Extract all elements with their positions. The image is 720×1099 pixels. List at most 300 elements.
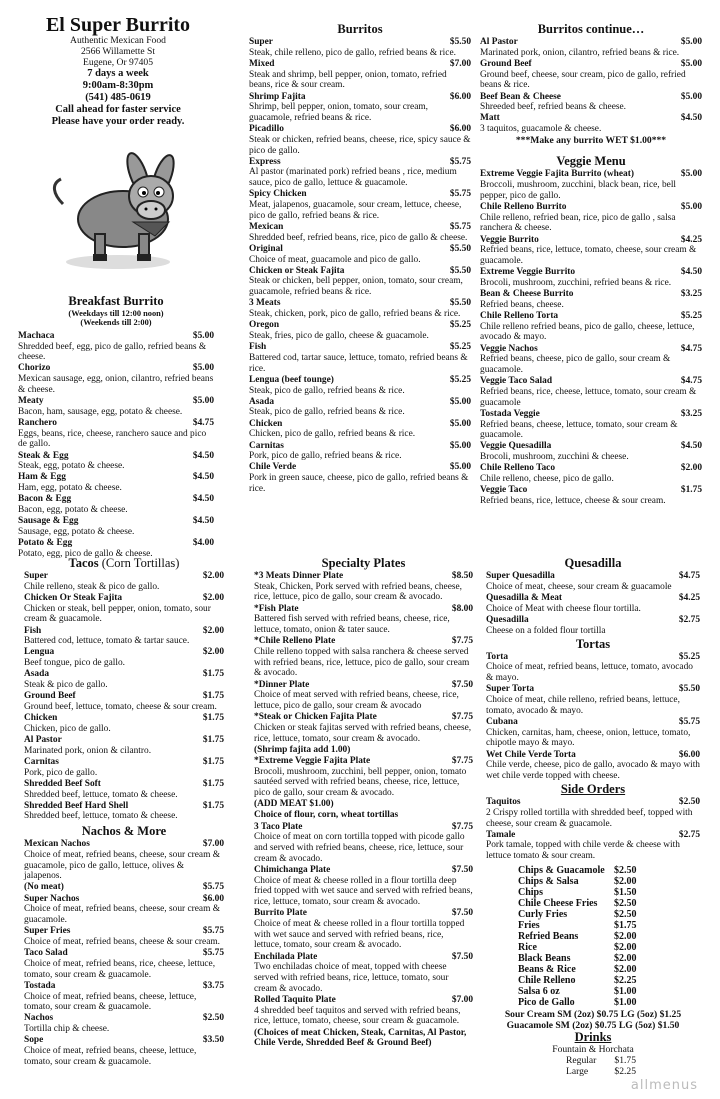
menu-item-header [480,202,702,213]
menu-item [480,235,702,267]
side-order-row [518,876,668,887]
item-description: Pork, pico de gallo. [24,767,98,778]
tacos-items [24,571,224,822]
item-price: $5.75 [449,189,471,200]
item-price: $4.75 [680,343,702,354]
menu-item-header [249,244,471,255]
side-order-row [518,964,668,975]
item-name: Choice of flour, corn, wheat tortillas [254,810,399,821]
menu-item [249,419,471,440]
side-order-row [518,942,668,953]
drinks-subtitle: Fountain & Horchata [552,1044,634,1056]
menu-item-header [24,801,224,812]
item-description: Chile relleno refried beans, pico de gallo, cheese, lettuce, avocado & mayo. [480,321,695,343]
menu-item-header [18,418,214,429]
item-price: $1.75 [202,800,224,811]
menu-item [249,342,471,374]
side-price: $1.00 [614,996,637,1008]
burritos-section [249,22,471,495]
item-name: Matt [480,113,500,124]
menu-item-header [18,516,214,527]
side-price: $2.00 [614,875,637,887]
item-price: $4.75 [680,376,702,387]
item-name: Meaty [18,396,44,407]
item-name: Super [249,37,273,47]
item-price: $6.00 [449,91,471,102]
item-name: Veggie Taco Salad [480,376,553,387]
menu-item-header [254,712,473,723]
item-price: $5.25 [449,374,471,385]
veggie-items [480,169,702,506]
menu-item-header [249,92,471,103]
item-price: $2.00 [202,625,224,636]
item-price: $5.00 [449,440,471,451]
tortas-title: Tortas [575,636,611,651]
item-description: Beef tongue, pico de gallo. [24,658,126,669]
item-description: Steak, chile relleno, pico de gallo, refried beans & rice. [249,47,456,58]
item-price: $6.00 [449,124,471,135]
menu-item-header [480,267,702,278]
burritos-continue-section [480,22,702,507]
menu-item [254,680,473,712]
item-price: $2.75 [678,614,700,625]
menu-item [249,244,471,265]
menu-item [254,799,473,810]
item-price: $5.75 [202,926,224,937]
item-name: Sope [24,1035,44,1046]
specialty-section [254,556,473,1049]
tortas-items [486,652,700,782]
item-name: Taco Salad [24,948,68,959]
item-price: $5.50 [449,298,471,309]
item-description: Refried beans, rice, lettuce, cheese & sour cream. [480,495,666,506]
side-orders-list [518,865,668,1008]
item-price: $3.50 [202,1035,224,1046]
item-price: $4.50 [680,441,702,452]
menu-item [254,822,473,865]
watermark: allmenus [630,1078,698,1093]
item-name: Ground Beef [480,58,532,69]
item-description: Eggs, beans, rice, cheese, ranchero sauce and pico de gallo. [18,428,207,450]
breakfast-title: Breakfast Burrito [68,294,164,308]
menu-item [254,995,473,1027]
item-description: Tortilla chip & cheese. [24,1024,110,1035]
item-description: Shredded beef, egg, pico de gallo, refried beans & cheese. [18,341,207,363]
menu-item-header [249,298,471,309]
item-name: Super [24,571,48,581]
item-price: $7.75 [451,712,473,723]
item-description: Mexican sausage, egg, onion, cilantro, refried beans & cheese. [18,374,214,395]
menu-item-header [480,113,702,124]
menu-item [18,331,214,363]
item-price: $2.00 [202,592,224,603]
address-line: Authentic Mexican Food [70,35,166,46]
side-orders-title: Side Orders [560,782,626,797]
menu-item-header [486,717,700,728]
item-name: *Dinner Plate [254,679,310,690]
side-order-row [518,986,668,997]
item-name: Asada [249,396,275,407]
menu-item [486,797,700,829]
item-name: Wet Chile Verde Torta [486,749,576,760]
side-order-row [518,865,668,876]
item-price: $2.00 [202,647,224,658]
menu-item-header [480,92,702,103]
item-name: Rolled Taquito Plate [254,994,336,1005]
info-line: Please have your order ready. [51,116,185,128]
item-name: Veggie Taco [480,485,528,496]
item-name: Mixed [249,58,275,69]
item-description: Chile relleno, refried bean, rice, pico de gallo , salsa ranchera & cheese. [480,212,676,234]
item-price: $5.75 [202,948,224,959]
side-orders-items [486,797,700,862]
menu-item [254,571,473,603]
drink-row [566,1055,636,1066]
item-name: Tostada [24,980,56,991]
menu-item-header [480,409,702,420]
menu-item [486,717,700,749]
item-name: Machaca [18,330,55,341]
menu-item-header [18,396,214,407]
item-description: Chile relleno, cheese, pico de gallo. [480,474,614,485]
item-name: Asada [24,669,50,680]
item-price: $5.50 [449,243,471,254]
menu-item [486,684,700,716]
item-description: Shrimp, bell pepper, onion, tomato, sour cream, guacamole, refried beans & rice. [249,102,429,123]
item-description: Steak or chicken, bell pepper, onion, tomato, sour cream, guacamole, refried beans & rice. [249,276,463,298]
item-description: Choice of meat, refried beans, cheese & sour cream. [24,937,221,947]
side-name: Curly Fries [518,908,568,920]
side-name: Chile Relleno [518,974,576,986]
menu-item-header [249,157,471,168]
menu-item-header [24,894,224,905]
item-price: $4.25 [680,234,702,245]
item-name: *Steak or Chicken Fajita Plate [254,712,377,723]
quesadilla-items [486,571,700,636]
item-description: 3 taquitos, guacamole & cheese. [480,124,602,135]
menu-item-header [254,822,473,833]
item-name: (ADD MEAT $1.00) [254,799,334,810]
item-price: $4.75 [678,571,700,581]
menu-item-header [249,441,471,452]
menu-item [254,756,473,799]
item-name: Extreme Veggie Burrito [480,267,576,278]
menu-item [254,810,473,821]
item-price: $6.00 [678,749,700,760]
item-description: Pork in green sauce, cheese, pico de gallo, refried beans & rice. [249,473,469,494]
item-description: Brocoli, mushroom, zucchini & cheese. [480,452,629,463]
item-description: Chile verde, cheese, pico de gallo, avocado & mayo with wet chile verde topped with cheese. [486,760,700,781]
item-price: $5.50 [449,265,471,276]
menu-item-header [24,839,224,850]
menu-item-header [480,289,702,300]
item-description: Choice of meat, chile relleno, refried beans, lettuce, tomato, avocado & mayo. [486,695,680,716]
menu-item [249,397,471,418]
menu-item-header [480,463,702,474]
menu-item [249,266,471,298]
item-name: Taquitos [486,797,521,808]
menu-item-header [249,342,471,353]
menu-item [480,113,702,134]
side-order-row [518,997,668,1008]
item-description: Choice of meat & cheese rolled in a flour tortilla topped with wet sauce and served with refried beans, rice, lettuce, tomato, sour cream & avocado. [254,919,465,951]
item-description: Refried beans, rice, lettuce, tomato, cheese, sour cream & guacamole. [480,245,697,266]
side-name: Rice [518,941,537,953]
item-price: $7.50 [451,679,473,690]
menu-item [480,311,702,343]
menu-item [24,1013,224,1034]
item-description: Ham, egg, potato & cheese. [18,483,122,494]
item-price: $5.00 [680,201,702,212]
side-order-row [518,909,668,920]
side-price: $1.00 [614,985,637,997]
item-description: Bacon, ham, sausage, egg, potato & cheese. [18,406,183,417]
item-price: $1.75 [202,669,224,680]
item-description: Choice of meat, refried beans, cheese, lettuce, tomato, sour cream & guacamole. [24,1046,197,1067]
item-description: Choice of meat, cheese, sour cream & guacamole [486,581,672,592]
item-description: Pork, pico de gallo, refried beans & rice. [249,451,402,462]
item-price: $5.25 [449,342,471,353]
item-name: *Fish Plate [254,603,299,614]
item-description: Chile relleno topped with salsa ranchera & cheese served with refried beans, rice, lettuce, pico de gallo, sour cream & avocado. [254,646,470,679]
side-name: Beans & Rice [518,963,576,975]
item-description: Steak, fries, pico de gallo, cheese & guacamole. [249,330,429,341]
menu-item-header [24,735,224,746]
menu-item-header [254,952,473,963]
breakfast-note-weekends: (Weekends till 2:00) [80,318,152,328]
wet-burrito-note: ***Make any burrito WET $1.00*** [515,135,667,147]
item-description: Brocoli, mushroom, zucchini, refried beans & rice. [480,277,672,288]
item-price: $2.50 [202,1013,224,1024]
menu-item-header [24,571,224,582]
item-description: Choice of meat served with refried beans, cheese, rice, lettuce, pico de gallo, sour cream & avocado [254,690,459,711]
item-price: $8.50 [451,571,473,581]
menu-item [254,636,473,679]
burritos-continue-title: Burritos continue… [537,22,645,36]
menu-item-header [24,691,224,702]
menu-item [249,441,471,462]
item-name: *3 Meats Dinner Plate [254,571,344,581]
side-order-row [518,931,668,942]
address-line: 2566 Willamette St [80,45,156,57]
item-price: $5.00 [192,396,214,407]
item-price: $1.75 [202,713,224,724]
item-name: *Chile Relleno Plate [254,636,336,647]
menu-item-header [254,908,473,919]
menu-item-header [486,593,700,604]
menu-item [480,344,702,376]
menu-item [24,948,224,980]
menu-item-header [254,799,473,810]
side-name: Refried Beans [518,930,579,942]
item-name: Shrimp Fajita [249,91,306,102]
item-name: Fish [249,342,267,353]
menu-item-header [249,375,471,386]
drinks-list [566,1055,636,1077]
menu-item [24,1035,224,1067]
item-name: 3 Taco Plate [254,821,303,832]
item-name: Burrito Plate [254,908,307,919]
menu-item [486,571,700,592]
item-price: $4.50 [192,450,214,461]
side-name: Salsa 6 oz [518,985,560,997]
item-name: Ranchero [18,417,57,428]
item-description: Two enchiladas choice of meat, topped with cheese served with refried beans, rice, lettuce, tomato, sour cream & avocado. [254,962,449,994]
menu-item [480,485,702,506]
menu-item [18,516,214,537]
item-name: *Extreme Veggie Fajita Plate [254,755,371,766]
item-name: 3 Meats [249,298,281,309]
menu-item [480,267,702,288]
item-name: (Shrimp fajita add 1.00) [254,744,351,755]
quesadilla-title: Quesadilla [564,556,622,570]
item-price: $7.50 [451,951,473,962]
restaurant-header [14,14,222,274]
item-price: $2.75 [678,829,700,840]
menu-item [480,169,702,201]
guacamole-line: Guacamole SM (2oz) $0.75 LG (5oz) $1.50 [506,1019,680,1031]
item-description: Refried beans, cheese, pico de gallo, sour cream & guacamole. [480,354,671,375]
breakfast-note-weekdays: (Weekdays till 12:00 noon) [68,309,164,318]
menu-item-header [480,311,702,322]
item-price: $3.25 [680,408,702,419]
menu-item [24,647,224,668]
item-description: Chicken or steak fajitas served with refried beans, cheese, rice, lettuce, tomato, sour cream & avocado. [254,722,472,744]
item-price: $5.75 [678,716,700,727]
item-price: $4.50 [192,494,214,505]
menu-item-header [18,538,214,549]
item-description: Battered fish served with refried beans, cheese, rice, lettuce, tomato, onion & tater sauce. [254,614,450,636]
item-description: Choice of meat, refried beans, cheese, lettuce, tomato, sour cream & guacamole. [24,991,197,1013]
item-price: $4.75 [192,417,214,428]
menu-item [480,37,702,58]
specialty-title: Specialty Plates [321,556,406,570]
item-name: Mexican [249,221,284,232]
side-name: Pico de Gallo [518,996,575,1008]
item-description: Chicken or steak, bell pepper, onion, tomato, sour cream & guacamole. [24,603,211,625]
item-name: Carnitas [249,440,284,451]
menu-item [249,189,471,221]
restaurant-name: El Super Burrito [45,14,191,36]
item-name: Oregon [249,320,280,331]
item-price: $7.00 [451,994,473,1005]
nachos-items [24,839,224,1067]
item-description: Ground beef, lettuce, tomato, cheese & sour cream. [24,701,217,712]
menu-item-header [24,626,224,637]
menu-item-header [249,59,471,70]
item-name: Veggie Nachos [480,343,538,354]
menu-item-header [480,235,702,246]
menu-item [486,830,700,862]
side-price: $2.00 [614,941,637,953]
item-name: Beef Bean & Cheese [480,91,561,102]
item-price: $5.00 [680,91,702,102]
item-price: $1.75 [202,735,224,746]
item-description: Steak, pico de gallo, refried beans & rice. [249,407,405,418]
menu-item [24,669,224,690]
menu-item [486,652,700,684]
item-price: $6.00 [202,893,224,904]
side-name: Chile Cheese Fries [518,897,598,909]
address-line: Eugene, Or 97405 [82,56,154,68]
drink-price: $2.25 [614,1066,636,1078]
menu-item [249,298,471,319]
item-description: Steak & pico de gallo. [24,680,108,691]
item-name: Extreme Veggie Fajita Burrito (wheat) [480,169,634,180]
menu-item [249,37,471,58]
item-price: $5.00 [449,462,471,473]
menu-item [24,626,224,647]
item-price: $7.75 [451,821,473,832]
menu-item-header [254,865,473,876]
item-price: $5.00 [680,37,702,47]
menu-item-header [18,472,214,483]
side-price: $1.75 [614,919,637,931]
item-name: Veggie Burrito [480,234,539,245]
item-description: Chicken, pico de gallo, refried beans & rice. [249,429,416,440]
donkey-mascot-illustration [43,134,193,274]
item-description: Refried beans, rice, cheese, lettuce, tomato, sour cream & guacamole [480,386,697,408]
menu-item [486,615,700,636]
side-order-row [518,975,668,986]
side-order-row [518,887,668,898]
item-name: Bacon & Egg [18,494,72,505]
menu-item-header [24,779,224,790]
item-price: $5.00 [192,330,214,341]
menu-item [480,376,702,408]
menu-item [254,908,473,951]
item-description: Steak and shrimp, bell pepper, onion, tomato, refried beans, rice & sour cream. [249,69,447,91]
item-price: $5.75 [449,156,471,167]
menu-item [480,463,702,484]
item-name: Enchilada Plate [254,951,318,962]
burritos-items [249,37,471,495]
item-name: Veggie Quesadilla [480,441,552,452]
item-description: Chicken, carnitas, ham, cheese, onion, lettuce, tomato, chipotle mayo & mayo. [486,727,691,749]
menu-item [254,604,473,636]
item-name: Lengua (beef tounge) [249,374,334,385]
item-price: $7.50 [451,908,473,919]
menu-item-header [18,331,214,342]
item-description: Battered cod, tartar sauce, lettuce, tomato, refried beans & rice. [249,352,468,374]
item-description: Ground beef, cheese, sour cream, pico de gallo, refried beans & rice. [480,69,686,91]
menu-item [24,735,224,756]
item-description: Refried beans, cheese. [480,299,564,310]
menu-item-header [254,995,473,1006]
drinks-title: Drinks [574,1030,612,1045]
menu-item-header [18,451,214,462]
item-description: Chicken, pico de gallo. [24,723,111,734]
side-price: $2.00 [614,963,637,975]
burritos-title: Burritos [337,22,383,36]
menu-item [249,59,471,91]
side-price: $2.50 [614,864,637,876]
item-name: Chicken [24,713,58,724]
side-price: $2.25 [614,974,637,986]
item-name: Al Pastor [480,37,518,47]
item-price: $1.75 [202,756,224,767]
side-name: Fries [518,919,540,931]
item-description: Steak, chicken, pork, pico de gallo, refried beans & rice. [249,309,461,320]
menu-item [480,289,702,310]
item-description: Shreeded beef, refried beans & cheese. [480,102,627,113]
hours-block [14,68,222,128]
side-name: Black Beans [518,952,571,964]
menu-item-header [249,320,471,331]
menu-item-header [249,462,471,473]
item-description: Marinated pork, onion & cilantro. [24,745,152,756]
menu-item-header [24,647,224,658]
